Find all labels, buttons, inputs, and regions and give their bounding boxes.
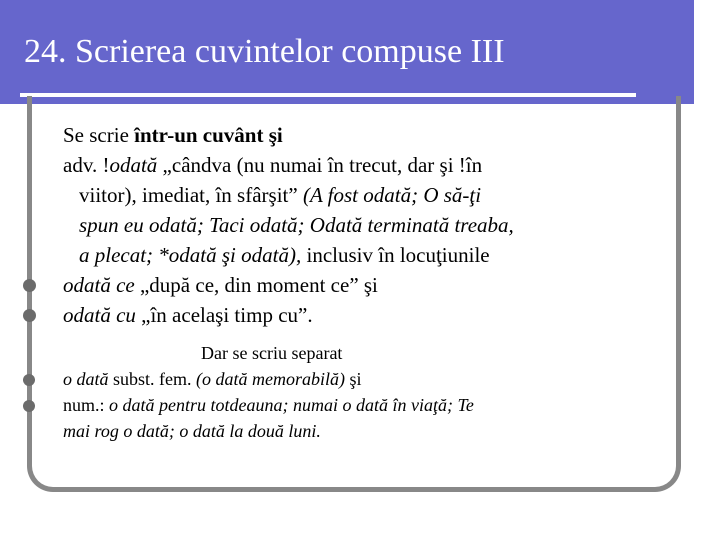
- example-3-tail: inclusiv în locuţiunile: [301, 243, 490, 267]
- bullet4-label: num.:: [63, 395, 110, 415]
- bullet-icon: [23, 279, 36, 292]
- bullet4-example-1: o dată pentru totdeauna; numai o dată în viaţă; Te: [109, 395, 474, 415]
- slide-content: [63, 120, 675, 444]
- intro-bold-text: într-un cuvânt şi: [134, 123, 283, 147]
- title-bar: [0, 0, 694, 104]
- example-1: (A fost odată; O să-ţi: [302, 183, 482, 207]
- bullet4-example-2: mai rog o dată; o dată la două luni.: [63, 421, 321, 441]
- adverb-label: adv. !: [63, 153, 110, 177]
- bullet-icon: [23, 400, 35, 412]
- bullet2-definition: „în acelaşi timp cu”.: [135, 303, 313, 327]
- bullet-numeral: [63, 392, 675, 418]
- intro-line: [63, 120, 675, 150]
- adverb-definition: „cândva (nu numai în trecut, dar şi !în: [157, 153, 483, 177]
- bullet1-definition: „după ce, din moment ce” şi: [134, 273, 378, 297]
- bullet1-term: odată ce: [63, 273, 135, 297]
- bullet-icon: [23, 309, 36, 322]
- example-3: a plecat; *odată şi odată),: [79, 243, 302, 267]
- bullet-o-data-subst: [63, 366, 675, 392]
- bullet3-tail: şi: [345, 369, 362, 389]
- example-line-3: [63, 240, 675, 270]
- adverb-line: [63, 150, 675, 180]
- intro-text: Se scrie: [63, 123, 135, 147]
- bullet3-mid: subst. fem.: [108, 369, 197, 389]
- adverb-word: odată: [109, 153, 158, 177]
- example-2: spun eu odată; Taci odată; Odată terminată treaba,: [79, 213, 514, 237]
- adverb-definition-cont: [63, 180, 675, 210]
- example-line-2: [63, 210, 675, 240]
- bullet-numeral-cont: [63, 418, 675, 444]
- separat-heading: Dar se scriu separat: [201, 343, 343, 363]
- bullet3-example: (o dată memorabilă): [196, 369, 345, 389]
- slide-title: 24. Scrierea cuvintelor compuse III: [24, 33, 505, 70]
- bullet2-term: odată cu: [63, 303, 136, 327]
- adverb-definition-cont-text: viitor), imediat, în sfârşit”: [79, 183, 303, 207]
- bullet-odata-cu: [63, 300, 675, 330]
- bullet-icon: [23, 374, 35, 386]
- bullet3-term: o dată: [63, 369, 109, 389]
- bullet-odata-ce: [63, 270, 675, 300]
